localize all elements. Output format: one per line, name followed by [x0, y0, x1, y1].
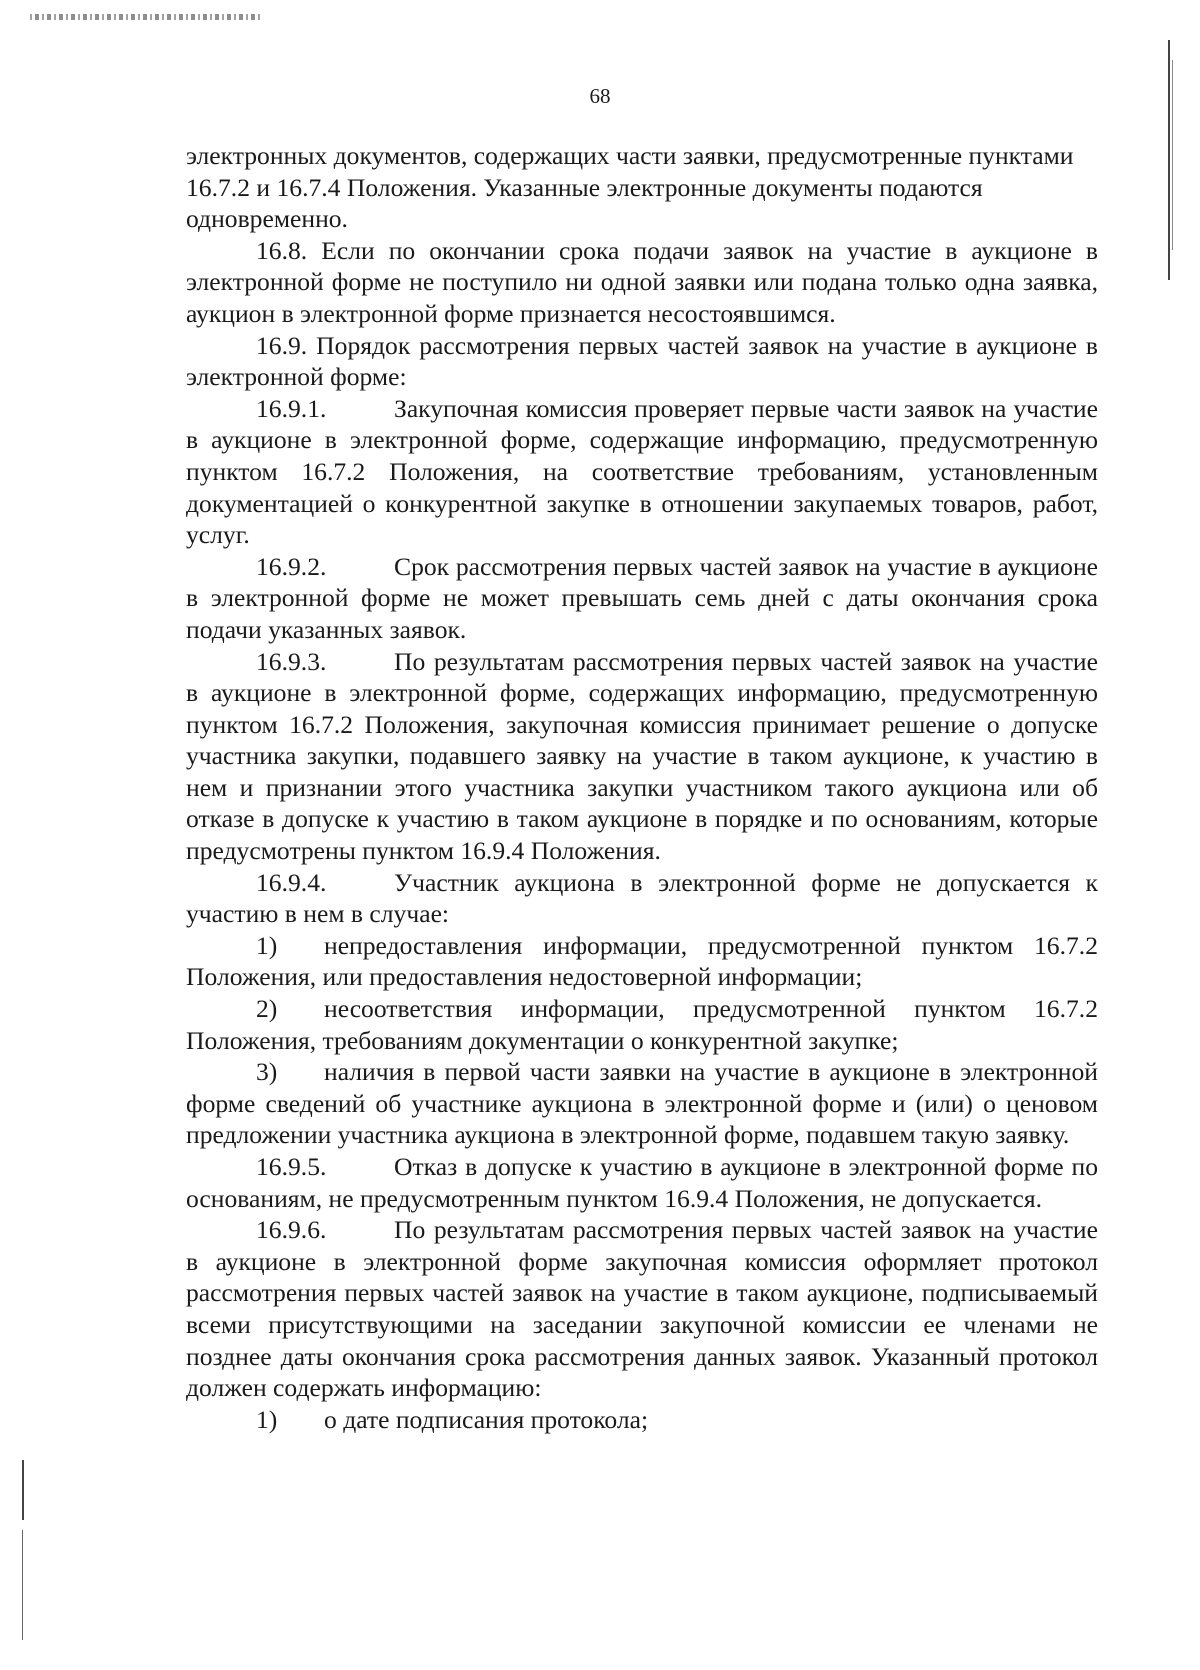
clause-text: По результатам рассмотрения первых частей заявок на участие в аукционе в электронной форме, содержащих информацию, предусмотренную пунктом 16.7.2 Положения, закупочная комиссия принимает решение о допуске участника закупки, подавшего заявку на участие в таком аукционе, к участию в нем и признании этого участника закупки участником такого аукциона или об отказе в допуске к участию в таком аукционе в порядке и по основаниям, которые предусмотрены пунктом 16.9.4 Положения. — [186, 646, 1098, 866]
list-text: наличия в первой части заявки на участие в аукционе в электронной форме сведений об участнике аукциона в электронной форме и (или) о ценовом предложении участника аукциона в электронной форме, подавшем такую заявку. — [186, 1057, 1098, 1150]
clause-text: По результатам рассмотрения первых частей заявок на участие в аукционе в электронной форме закупочная комиссия оформляет протокол рассмотрения первых частей заявок на участие в таком аукционе, подписываемый всеми присутствующими на заседании закупочной комиссии ее членами не позднее даты окончания срока рассмотрения данных заявок. Указанный протокол должен содержать информацию: — [186, 1215, 1098, 1403]
clause-number: 16.9.6. — [256, 1215, 327, 1245]
document-body — [186, 140, 1098, 1435]
list-item — [186, 1056, 1098, 1151]
clause-text: Отказ в допуске к участию в аукционе в электронной форме по основаниям, не предусмотренным пунктом 16.9.4 Положения, не допускается. — [186, 1152, 1098, 1213]
paragraph-16-9-6 — [186, 1214, 1098, 1404]
paragraph-16-8: 16.8. Если по окончании срока подачи заявок на участие в аукционе в электронной форме не поступило ни одной заявки или подана только одна заявка, аукцион в электронной форме признается несостоявшимся. — [186, 235, 1098, 328]
list-number: 1) — [256, 930, 278, 960]
paragraph-16-9-2 — [186, 551, 1098, 646]
page-number: 68 — [589, 84, 611, 108]
paragraph-continuation: электронных документов, содержащих части заявки, предусмотренные пунктами 16.7.2 и 16.7.4 Положения. Указанные электронные документы подаются одновременно. — [186, 141, 1074, 234]
paragraph-16-9-5 — [186, 1151, 1098, 1214]
clause-number: 16.9.3. — [256, 646, 327, 676]
scan-edge-line-left — [22, 1460, 24, 1520]
scan-edge-line-left-lower — [22, 1530, 23, 1640]
list-item — [186, 930, 1098, 993]
clause-number: 16.9.2. — [256, 551, 327, 581]
clause-number: 16.9.5. — [256, 1152, 327, 1181]
list-item — [186, 993, 1098, 1056]
clause-number: 16.9.4. — [256, 867, 327, 897]
list-number: 3) — [256, 1057, 278, 1087]
paragraph-16-9: 16.9. Порядок рассмотрения первых частей заявок на участие в аукционе в электронной форме: — [186, 330, 1098, 392]
list-number: 1) — [256, 1404, 278, 1434]
list-text: о дате подписания протокола; — [324, 1404, 649, 1434]
paragraph-16-9-3 — [186, 646, 1098, 867]
paragraph-16-9-1 — [186, 393, 1098, 551]
clause-text: Закупочная комиссия проверяет первые части заявок на участие в аукционе в электронной форме, содержащие информацию, предусмотренную пунктом 16.7.2 Положения, на соответствие требованиям, установленным документацией о конкурентной закупке в отношении закупаемых товаров, работ, услуг. — [186, 393, 1098, 550]
scan-edge-line-right — [1168, 40, 1170, 280]
scan-barcode-mark — [30, 14, 260, 20]
clause-number: 16.9.1. — [256, 393, 327, 423]
list-text: непредоставления информации, предусмотренной пунктом 16.7.2 Положения, или предоставления недостоверной информации; — [186, 930, 1098, 992]
list-number: 2) — [256, 994, 278, 1024]
paragraph-16-9-4 — [186, 867, 1098, 930]
list-text: несоответствия информации, предусмотренной пунктом 16.7.2 Положения, требованиям документации о конкурентной закупке; — [186, 994, 1098, 1055]
clause-text: Срок рассмотрения первых частей заявок на участие в аукционе в электронной форме не может превышать семь дней с даты окончания срока подачи указанных заявок. — [186, 551, 1098, 644]
clause-text: Участник аукциона в электронной форме не допускается к участию в нем в случае: — [186, 867, 1098, 929]
list-item — [186, 1404, 1098, 1436]
